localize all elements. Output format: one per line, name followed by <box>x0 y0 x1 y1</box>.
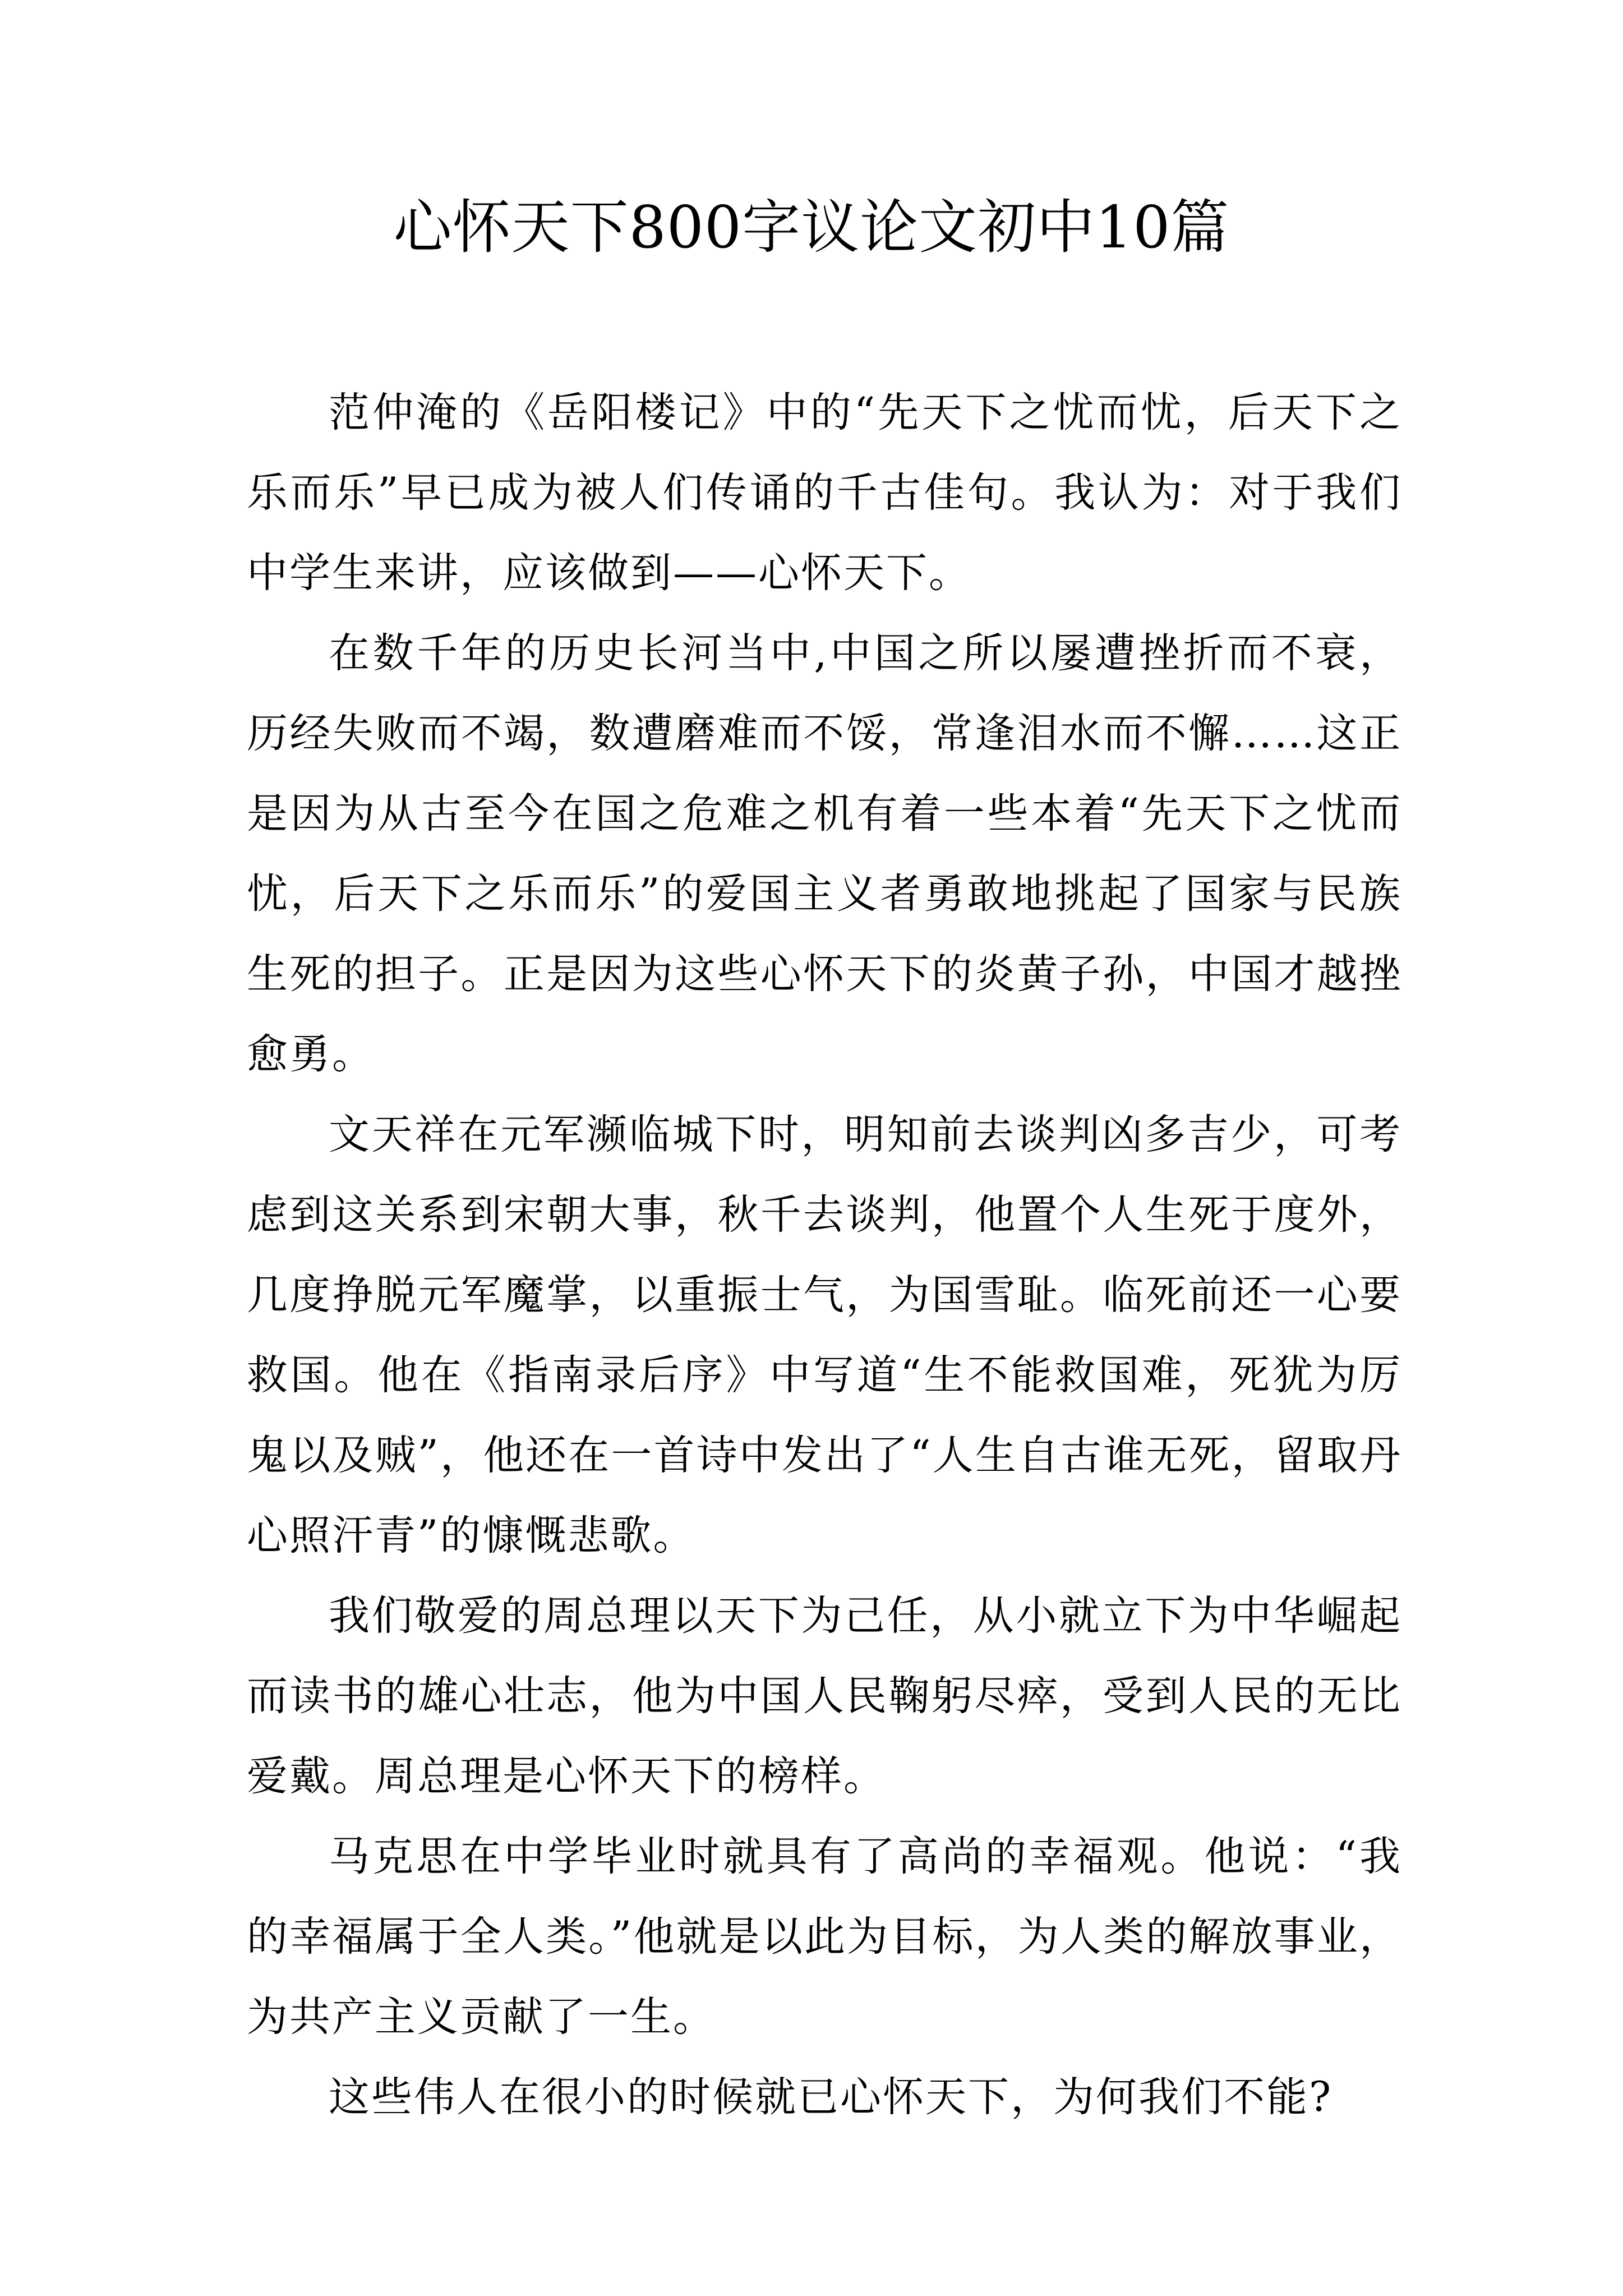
document-title: 心怀天下800字议论文初中10篇 <box>393 193 1230 261</box>
paragraph: 这些伟人在很小的时候就已心怀天下，为何我们不能? <box>329 2073 1333 2121</box>
paragraph: 文天祥在元军濒临城下时，明知前去谈判凶多吉少，可考虑到这关系到宋朝大事，秋千去谈判，他置个人生死于度外，几度挣脱元军魔掌，以重振士气，为国雪耻。临死前还一心要救国。他在《指南录后序》中写道“生不能救国难，死犹为厉鬼以及贼”，他还在一首诗中发出了“人生自古谁无死，留取丹心照汗青”的慷慨悲歌。 <box>247 1111 1402 1559</box>
document-body <box>247 372 1402 2137</box>
paragraph: 范仲淹的《岳阳楼记》中的“先天下之忧而忧，后天下之乐而乐”早已成为被人们传诵的千古佳句。我认为：对于我们中学生来讲，应该做到——心怀天下。 <box>247 389 1402 597</box>
paragraph: 在数千年的历史长河当中,中国之所以屡遭挫折而不衰，历经失败而不竭，数遭磨难而不馁，常逢泪水而不懈……这正是因为从古至今在国之危难之机有着一些本着“先天下之忧而忧，后天下之乐而乐”的爱国主义者勇敢地挑起了国家与民族生死的担子。正是因为这些心怀天下的炎黄子孙，中国才越挫愈勇。 <box>247 629 1402 1078</box>
paragraph: 我们敬爱的周总理以天下为己任，从小就立下为中华崛起而读书的雄心壮志，他为中国人民鞠躬尽瘁，受到人民的无比爱戴。周总理是心怀天下的榜样。 <box>247 1592 1402 1800</box>
paragraph: 马克思在中学毕业时就具有了高尚的幸福观。他说：“我的幸福属于全人类。”他就是以此为目标，为人类的解放事业，为共产主义贡献了一生。 <box>247 1833 1402 2041</box>
